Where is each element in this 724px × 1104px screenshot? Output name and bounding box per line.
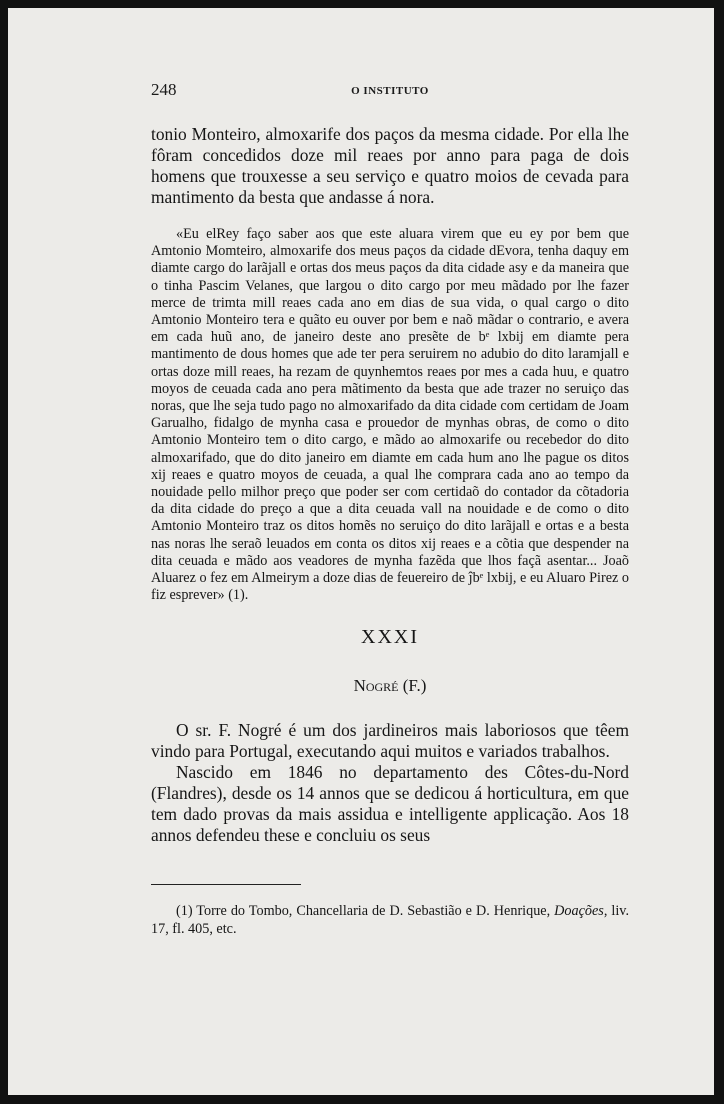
footnote-italic: Doações bbox=[554, 903, 604, 919]
intro-paragraph: tonio Monteiro, almoxarife dos paços da mesma cidade. Por ella lhe fôram concedidos doze mil reaes por anno para paga de dois homens que trouxesse a seu serviço e quatro moios de cevada para mantimento da besta que andasse á nora. bbox=[151, 124, 629, 207]
footnote-tail: , liv. 17, fl. 405, etc. bbox=[151, 903, 629, 937]
quoted-document: «Eu elRey faço saber aos que este aluara virem que eu ey por bem que Amtonio Momteiro, almoxarife dos meus paços da cidade dEvora, tenha daquy em diamte cargo do larãjall e ortas dos meus paços da dita cidade asy e da maneira que o tinha Pascim Velanes, que largou o dito cargo por meu mãdado por lhe fazer merce de trimta mill reaes cada ano em dias de sua vida, o qual cargo o dito Amtonio Monteiro tera e quãto eu ouver por bem e naõ mãdar o contrario, e avera em cada huũ ano, de janeiro deste ano presẽte de bᵉ lxbij em diamte pera mantimento de dous homes que ade ter pera seruirem no adubio do dito laramjall e ortas doze mill reaes, ha rezam de quynhemtos reaes por mes a cada huu, e quatro moyos de ceuada cada ano pera mãtimento da besta que ade trazer no seruiço das noras, que lhe seja tudo pago no almoxarifado da dita cidade com certidam de Joam Garualho, fidalgo de mynha casa e prouedor de mynhas obras, de como o dito Amtonio Monteiro tem o dito cargo, e mãdo ao almoxarife ou recebedor do dito almoxarifado, que do dito janeiro em diamte em cada hum ano lhe pague os ditos xij reaes e quatro moyos de ceuada, a qual lhe comprara cada ano ao tempo da nouidade pello milhor preço que poder ser com certidaõ do contador da cõtadoria da dita cidade do preço a que a dita ceuada vall na nouidade e de como o dito Amtonio Monteiro traz os ditos homẽs no seruiço do dito larãjall e ortas e a besta nas noras lhe seraõ leuados em conta os ditos xij reaes e a cõtia que despender na dita ceuada e mãdo aos veadores de mynha fazẽda que lhos façã asentar... Joaõ Aluarez o fez em Almeirym a doze dias de feuereiro de ĵbᵉ lxbij, e eu Aluaro Pirez o fiz esprever» (1). bbox=[151, 226, 629, 604]
section-title bbox=[151, 676, 629, 696]
section-number: XXXI bbox=[361, 626, 419, 648]
page-number: 248 bbox=[151, 80, 177, 99]
footnote-divider bbox=[151, 884, 301, 885]
body-paragraph: Nascido em 1846 no departamento des Côtes-du-Nord (Flandres), desde os 14 annos que se dedicou á horticultura, em que tem dado provas da mais assidua e intelligente applicação. Aos 18 annos defendeu these e concluiu os seus bbox=[151, 762, 629, 845]
section-title-name: Nogré bbox=[353, 676, 399, 695]
quoted-document-block bbox=[151, 226, 629, 604]
section-title-suffix: (F.) bbox=[398, 676, 427, 695]
page-header bbox=[151, 80, 629, 104]
footnote-text: (1) Torre do Tombo, Chancellaria de D. Sebastião e D. Henrique, bbox=[176, 903, 555, 919]
footnote bbox=[151, 903, 629, 938]
intro-paragraph-block bbox=[151, 124, 629, 208]
body-paragraph: O sr. F. Nogré é um dos jardineiros mais laboriosos que têem vindo para Portugal, executando aqui muitos e variados trabalhos. bbox=[151, 720, 629, 761]
running-title: O INSTITUTO bbox=[351, 85, 429, 97]
section-body bbox=[151, 720, 629, 846]
book-page bbox=[8, 8, 714, 1095]
